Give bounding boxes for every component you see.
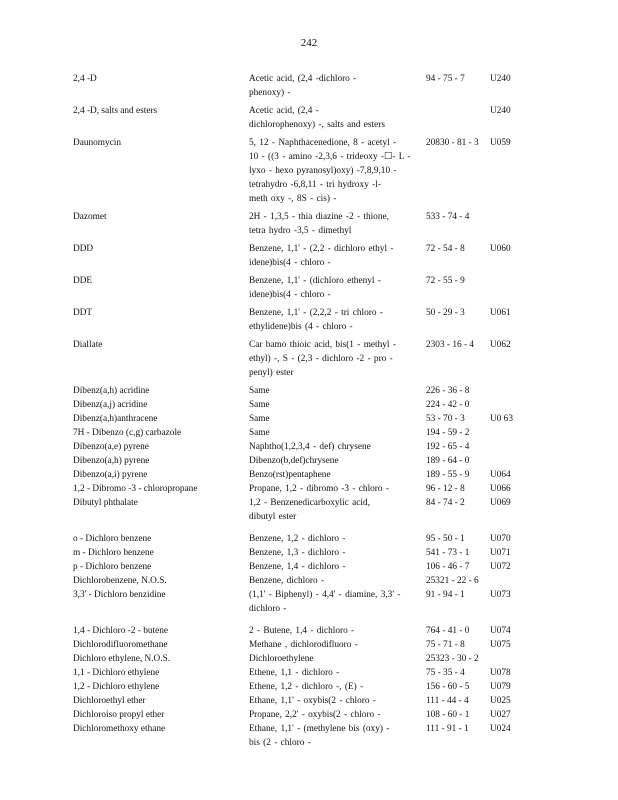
cas-number: 189 - 64 - 0 <box>426 456 470 466</box>
waste-code <box>485 384 545 398</box>
chemical-name: 1,4 - Dichloro -2 - butene <box>73 626 169 636</box>
chemical-name: 2,4 -D <box>73 74 97 84</box>
waste-code: U064 <box>490 470 511 480</box>
table-row <box>73 624 553 638</box>
table-row <box>73 680 553 694</box>
chemical-name: Dibenzo(a,e) pyrene <box>73 442 149 452</box>
table-row <box>73 638 553 652</box>
chemical-description: Benzene, 1,4 - dichloro - <box>249 562 346 572</box>
table-row <box>73 694 553 708</box>
waste-code: U072 <box>490 562 511 572</box>
chemical-name: 1,1 - Dichloro ethylene <box>73 668 160 678</box>
waste-code: U075 <box>490 640 511 650</box>
table-row <box>73 546 553 560</box>
chemical-description: Benzene, 1,1' - (2,2,2 - tri chloro - ethylidene)bis (4 - chloro - <box>249 308 383 332</box>
chemical-name: 3,3' - Dichloro benzidine <box>73 590 166 600</box>
waste-code <box>485 210 545 238</box>
table-row <box>73 454 553 468</box>
chemical-description: Car bamo thioic acid, bis(1 - methyl - ethyl) -, S - (2,3 - dichloro -2 - pro - penyl) ester <box>249 340 396 378</box>
waste-code <box>485 652 545 666</box>
chemical-name: DDT <box>73 308 93 318</box>
cas-number: 189 - 55 - 9 <box>426 470 470 480</box>
waste-code <box>485 574 545 588</box>
chemical-description: 5, 12 - Naphthacenedione, 8 - acetyl - 10 - ((3 - amino -2,3,6 - trideoxy -☐- L - lyxo - hexo pyranosyl)oxy) -7,8,9,10 - tetrahydro -6,8,11 - tri hydroxy -l- meth oxy -, 8S - cis) - <box>249 138 411 204</box>
cas-number: 194 - 59 - 2 <box>426 428 470 438</box>
cas-number: 91 - 94 - 1 <box>426 590 465 600</box>
cas-number <box>415 104 485 132</box>
waste-code: U074 <box>490 626 511 636</box>
chemical-name: Dazomet <box>73 212 107 222</box>
table-row <box>73 482 553 496</box>
waste-code <box>485 454 545 468</box>
chemical-description: Methane , dichlorodifluoro - <box>249 640 358 650</box>
cas-number: 94 - 75 - 7 <box>426 74 465 84</box>
chemical-description: Dichloroethylene <box>249 654 314 664</box>
cas-number: 75 - 35 - 4 <box>426 668 465 678</box>
chemical-name: Dichlorodifluoromethane <box>73 640 168 650</box>
chemical-name: Dichloroiso propyl ether <box>73 710 165 720</box>
chemical-name: Dichloroethyl ether <box>73 696 146 706</box>
cas-number: 541 - 73 - 1 <box>426 548 470 558</box>
waste-code: U024 <box>490 724 511 734</box>
waste-code <box>485 440 545 454</box>
chemical-name: DDE <box>73 276 93 286</box>
cas-number: 2303 - 16 - 4 <box>426 340 475 350</box>
table-row <box>73 412 553 426</box>
chemical-description: Naphtho(1,2,3,4 - def) chrysene <box>249 442 371 452</box>
chemical-name: Dichloro ethylene, N.O.S. <box>73 654 171 664</box>
chemical-name: Daunomycin <box>73 138 122 148</box>
table-row <box>73 468 553 482</box>
table-row <box>73 440 553 454</box>
chemical-name: 1,2 - Dibromo -3 - chloropropane <box>73 484 198 494</box>
cas-number: 25323 - 30 - 2 <box>426 654 479 664</box>
hazardous-chemicals-table <box>73 72 553 750</box>
waste-code: U062 <box>490 340 511 350</box>
cas-number: 156 - 60 - 5 <box>426 682 470 692</box>
chemical-name: DDD <box>73 244 94 254</box>
table-row <box>73 496 553 524</box>
cas-number: 84 - 74 - 2 <box>426 498 465 508</box>
chemical-name: 7H - Dibenzo (c,g) carbazole <box>73 428 182 438</box>
waste-code: U079 <box>490 682 511 692</box>
cas-number: 108 - 60 - 1 <box>426 710 470 720</box>
table-row <box>73 426 553 440</box>
cas-number: 72 - 55 - 9 <box>426 276 465 286</box>
table-row <box>73 588 553 616</box>
waste-code: U073 <box>490 590 511 600</box>
cas-number: 50 - 29 - 3 <box>426 308 465 318</box>
table-row <box>73 574 553 588</box>
cas-number: 25321 - 22 - 6 <box>426 576 479 586</box>
chemical-name: Dibutyl phthalate <box>73 498 138 508</box>
chemical-name: Dibenzo(a,i) pyrene <box>73 470 148 480</box>
table-row <box>73 708 553 722</box>
chemical-description: Propane, 1,2 - dibromo -3 - chloro - <box>249 484 389 494</box>
chemical-description: Ethane, 1,1' - oxybis(2 - chloro - <box>249 696 376 706</box>
waste-code <box>485 274 545 302</box>
chemical-description: Same <box>249 414 270 424</box>
page-number: 242 <box>300 37 318 49</box>
waste-code: U066 <box>490 484 511 494</box>
waste-code: U025 <box>490 696 511 706</box>
cas-number: 95 - 50 - 1 <box>426 534 465 544</box>
waste-code: U070 <box>490 534 511 544</box>
table-row <box>73 104 553 132</box>
waste-code <box>485 426 545 440</box>
table-row <box>73 72 553 100</box>
chemical-description: (1,1' - Biphenyl) - 4,4' - diamine, 3,3' - dichloro - <box>249 590 401 614</box>
chemical-description: Benzo(rst)pentaphene <box>249 470 331 480</box>
table-row <box>73 338 553 380</box>
cas-number: 111 - 44 - 4 <box>426 696 469 706</box>
chemical-description: Same <box>249 386 270 396</box>
waste-code: U060 <box>490 244 511 254</box>
cas-number: 226 - 36 - 8 <box>426 386 470 396</box>
chemical-description: 1,2 - Benzenedicarboxylic acid, dibutyl ester <box>249 498 370 522</box>
chemical-name: Dibenz(a,j) acridine <box>73 400 148 410</box>
chemical-description: Benzene, 1,2 - dichloro - <box>249 534 346 544</box>
chemical-name: Dibenzo(a,h) pyrene <box>73 456 150 466</box>
table-row <box>73 532 553 546</box>
table-row <box>73 136 553 206</box>
cas-number: 72 - 54 - 8 <box>426 244 465 254</box>
cas-number: 96 - 12 - 8 <box>426 484 465 494</box>
chemical-name: Dibenz(a,h)anthracene <box>73 414 158 424</box>
chemical-description: Ethane, 1,1' - (methylene bis (oxy) - bis (2 - chloro - <box>249 724 390 748</box>
chemical-description: Acetic acid, (2,4 - dichlorophenoxy) -, salts and esters <box>249 106 385 130</box>
table-row <box>73 384 553 398</box>
waste-code: U0 63 <box>490 414 513 424</box>
waste-code <box>485 398 545 412</box>
chemical-description: Ethene, 1,1 - dichloro - <box>249 668 340 678</box>
table-row <box>73 210 553 238</box>
chemical-name: 2,4 -D, salts and esters <box>73 106 158 116</box>
waste-code: U078 <box>490 668 511 678</box>
waste-code: U240 <box>490 74 511 84</box>
chemical-description: Benzene, 1,3 - dichloro - <box>249 548 346 558</box>
table-row <box>73 242 553 270</box>
chemical-description: Same <box>249 400 270 410</box>
chemical-description: 2H - 1,3,5 - thia diazine -2 - thione, tetra hydro -3,5 - dimethyl <box>249 212 389 236</box>
cas-number: 75 - 71 - 8 <box>426 640 465 650</box>
chemical-description: Acetic acid, (2,4 -dichloro - phenoxy) - <box>249 74 357 98</box>
chemical-name: 1,2 - Dichloro ethylene <box>73 682 160 692</box>
table-row <box>73 560 553 574</box>
cas-number: 764 - 41 - 0 <box>426 626 470 636</box>
cas-number: 111 - 91 - 1 <box>426 724 469 734</box>
waste-code: U061 <box>490 308 511 318</box>
cas-number: 224 - 42 - 0 <box>426 400 470 410</box>
chemical-name: Dichloromethoxy ethane <box>73 724 166 734</box>
chemical-description: Dibenzo(b,def)chrysene <box>249 456 339 466</box>
table-row <box>73 652 553 666</box>
table-row <box>73 274 553 302</box>
waste-code: U071 <box>490 548 511 558</box>
table-row <box>73 398 553 412</box>
chemical-description: 2 - Butene, 1,4 - dichloro - <box>249 626 355 636</box>
waste-code: U240 <box>490 106 511 116</box>
table-row <box>73 306 553 334</box>
table-row <box>73 666 553 680</box>
waste-code: U069 <box>490 498 511 508</box>
chemical-description: Ethene, 1,2 - dichloro -, (E) - <box>249 682 364 692</box>
cas-number: 53 - 70 - 3 <box>426 414 465 424</box>
cas-number: 192 - 65 - 4 <box>426 442 470 452</box>
cas-number: 533 - 74 - 4 <box>426 212 470 222</box>
table-row <box>73 722 553 750</box>
chemical-name: Diallate <box>73 340 103 350</box>
chemical-name: Dichlorobenzene, N.O.S. <box>73 576 167 586</box>
cas-number: 20830 - 81 - 3 <box>426 138 479 148</box>
cas-number: 106 - 46 - 7 <box>426 562 470 572</box>
chemical-description: Benzene, dichloro - <box>249 576 325 586</box>
chemical-name: o - Dichloro benzene <box>73 534 152 544</box>
chemical-name: p - Dichloro benzene <box>73 562 152 572</box>
chemical-description: Benzene, 1,1' - (dichloro ethenyl - idene)bis(4 - chloro - <box>249 276 381 300</box>
chemical-name: m - Dichloro benzene <box>73 548 154 558</box>
waste-code: U059 <box>490 138 511 148</box>
waste-code: U027 <box>490 710 511 720</box>
chemical-description: Benzene, 1,1' - (2,2 - dichloro ethyl - idene)bis(4 - chloro - <box>249 244 394 268</box>
chemical-description: Same <box>249 428 270 438</box>
chemical-name: Dibenz(a,h) acridine <box>73 386 150 396</box>
chemical-description: Propane, 2,2' - oxybis(2 - chloro - <box>249 710 381 720</box>
